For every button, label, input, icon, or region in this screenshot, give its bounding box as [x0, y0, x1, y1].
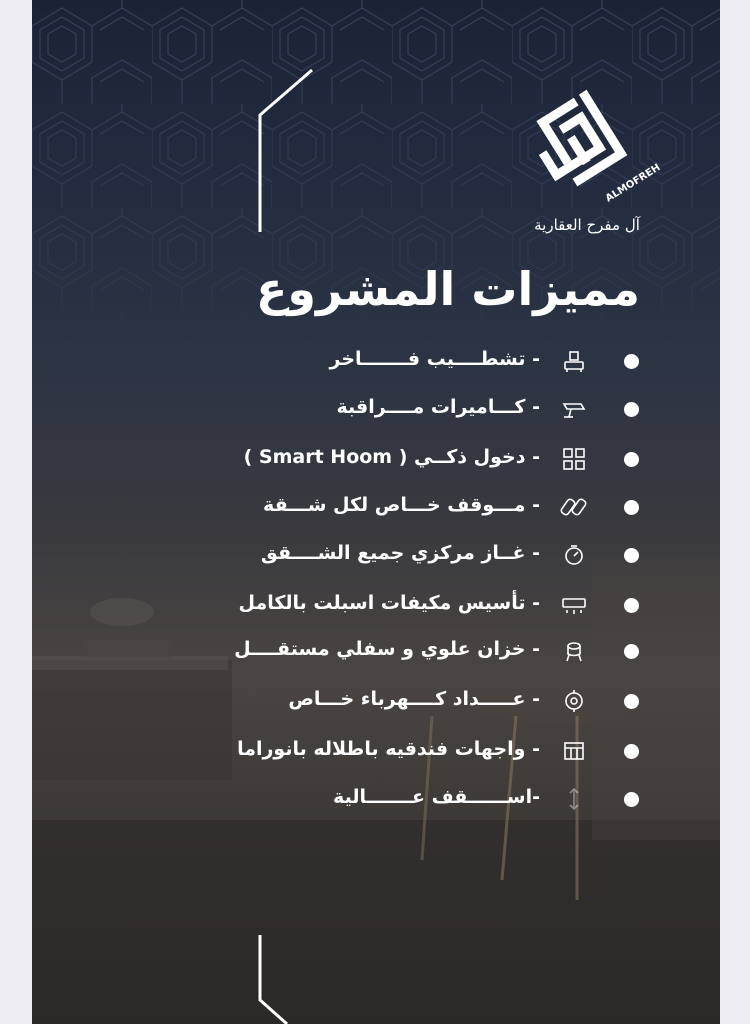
feature-item — [32, 390, 720, 430]
camera-icon — [561, 396, 587, 422]
feature-text: - تأسيس مكيفات اسبلت بالكامل — [238, 592, 540, 614]
logo-text: ALMOFREH — [603, 162, 663, 205]
page-title: مميزات المشروع — [255, 262, 640, 316]
poster — [32, 0, 720, 1024]
feature-text: - خزان علوي و سفلي مستقــــل — [234, 638, 540, 660]
company-name: آل مفرح العقارية — [534, 216, 640, 234]
feature-item — [32, 780, 720, 820]
feature-text: - تشطــــيب فـــــــاخر — [329, 348, 540, 370]
feature-item — [32, 342, 720, 382]
feature-text: - كـــاميرات مــــراقبة — [336, 396, 540, 418]
bullet-icon — [624, 792, 639, 807]
facade-icon — [561, 738, 587, 764]
gas-icon — [561, 542, 587, 568]
ac-icon — [561, 592, 587, 618]
feature-item — [32, 586, 720, 626]
feature-item — [32, 632, 720, 672]
bullet-icon — [624, 548, 639, 563]
feature-text: - دخول ذكــي ( Smart Hoom ) — [243, 446, 540, 468]
feature-text: - عـــــداد كــــهرباء خـــاص — [288, 688, 540, 710]
feature-item — [32, 732, 720, 772]
feature-text: - واجهات فندقيه باطلاله بانوراما — [237, 738, 540, 760]
feature-text: - مـــوقف خـــاص لكل شـــقة — [263, 494, 540, 516]
finishing-icon — [561, 348, 587, 374]
bullet-icon — [624, 598, 639, 613]
smart-entry-icon — [561, 446, 587, 472]
bullet-icon — [624, 402, 639, 417]
electric-meter-icon — [561, 688, 587, 714]
bullet-icon — [624, 744, 639, 759]
bullet-icon — [624, 452, 639, 467]
feature-text: -اســــــقف عـــــــالية — [333, 786, 540, 808]
bullet-icon — [624, 354, 639, 369]
feature-item — [32, 488, 720, 528]
ceiling-icon — [561, 786, 587, 812]
bullet-icon — [624, 644, 639, 659]
feature-item — [32, 682, 720, 722]
feature-item — [32, 536, 720, 576]
water-tank-icon — [561, 638, 587, 664]
bullet-icon — [624, 694, 639, 709]
bullet-icon — [624, 500, 639, 515]
feature-text: - غــاز مركزي جميع الشــــقق — [260, 542, 540, 564]
parking-icon — [561, 494, 587, 520]
feature-item — [32, 440, 720, 480]
brand-logo — [516, 90, 663, 220]
